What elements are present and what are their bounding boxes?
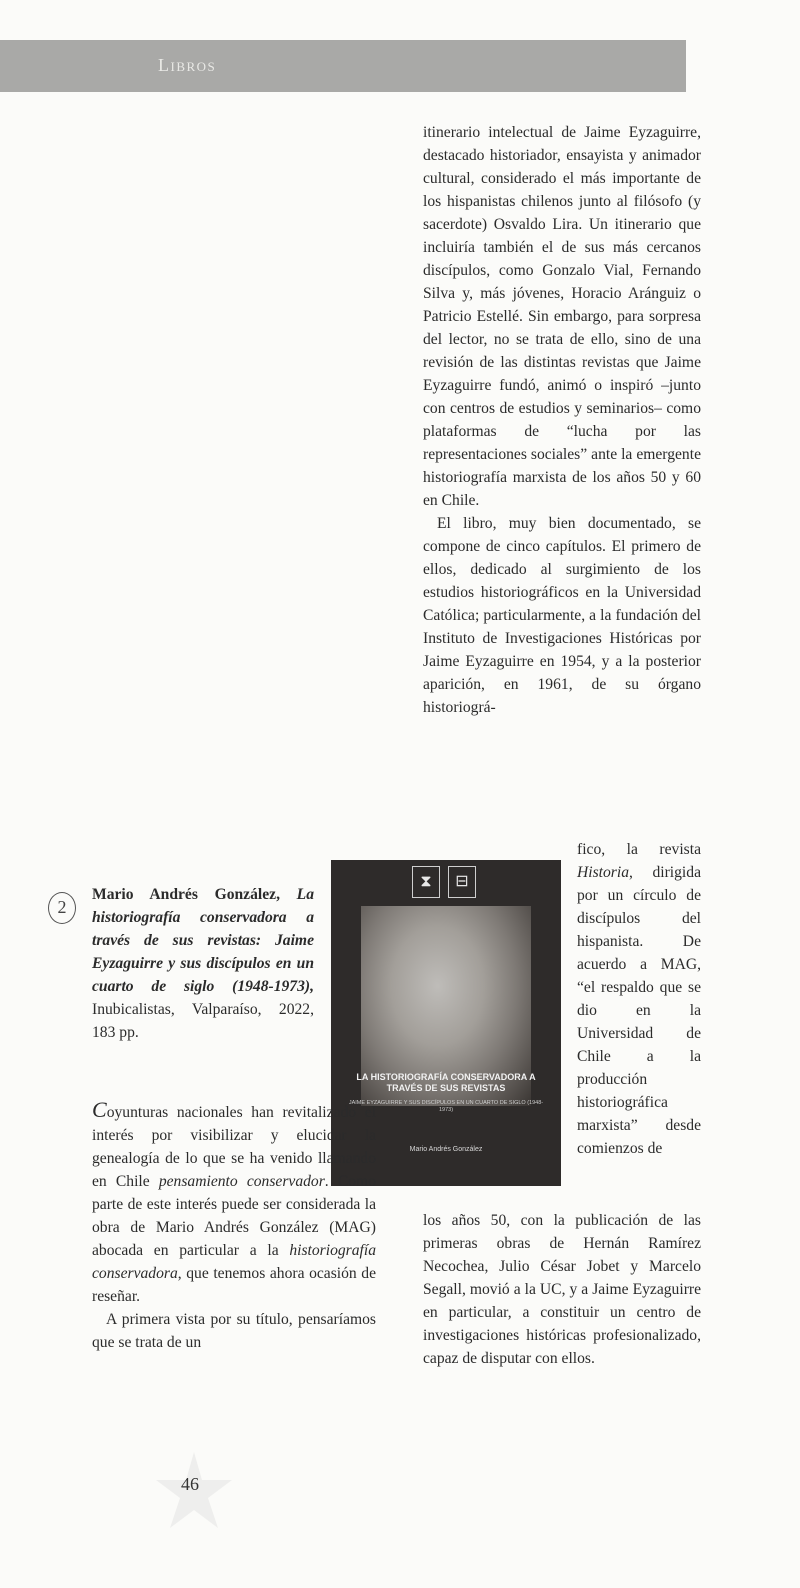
paragraph: itinerario intelectual de Jaime Eyzaguirre, destacado historiador, ensayista y animador cultural, considerado el más importante de los hispanistas chilenos junto al filósofo (y sacerdote) Osvaldo Lira. Un itinerario que incluiría también el de sus más cercanos discípulos, como Gonzalo Vial, Fernando Silva y, más jóvenes, Horacio Aránguiz o Patricio Estellé. Sin embargo, para sorpresa del lector, no se trata de ello, sino de una revisión de las distintas revistas que Jaime Eyzaguirre fundó, animó o inspiró –junto con centros de estudios y seminarios– como plataformas de “lucha por las representaciones sociales” ante la emergente historiografía marxista de los años 50 y 60 en Chile. (423, 124, 701, 509)
hourglass-icon: ⧗ (412, 866, 440, 898)
text-run: , dirigida por un círculo de discípulos del hispanista. De acuerdo a MAG, “el respaldo que se dio en la Universidad de Chile a la producción historiográfica marxista” desde comienzos de (577, 864, 701, 1157)
text-run: fico, la revista (577, 841, 701, 858)
text-run: . Como parte de este interés puede ser considerada la obra de Mario Andrés González (MAG) abocada en particular a la (92, 1173, 376, 1259)
paragraph-wrap (577, 838, 701, 1160)
reference-title: La historiografía conservadora a través de sus revistas: Jaime Eyzaguirre y sus discípulos en un cuarto de siglo (1948-1973), (92, 886, 314, 995)
margin-annotation-mark: 2 (48, 892, 76, 924)
book-reference (92, 883, 314, 1044)
cover-subtitle: JAIME EYZAGUIRRE Y SUS DISCÍPULOS EN UN CUARTO DE SIGLO (1948-1973) (348, 1100, 544, 1113)
section-label: Libros (158, 55, 217, 75)
cover-author: Mario Andrés González (409, 1146, 483, 1153)
text-run: historiografía conservadora (92, 1242, 376, 1282)
drop-cap: C (92, 1097, 107, 1122)
cover-title: LA HISTORIOGRAFÍA CONSERVADORA A TRAVÉS DE SUS REVISTAS (356, 1072, 536, 1093)
paragraph: El libro, muy bien documentado, se compone de cinco capítulos. El primero de ellos, dedicado al surgimiento de los estudios historiográficos en la Universidad Católica; particularmente, a la fundación del Instituto de Investigaciones Históricas por Jaime Eyzaguirre en 1954, y a la posterior aparición, en 1961, de su órgano historiográ- (423, 515, 701, 716)
paragraph: A primera vista por su título, pensaríamos que se trata de un (92, 1311, 376, 1351)
journal-name: Historia (577, 864, 629, 881)
section-header-band (0, 40, 686, 92)
reference-author: Mario Andrés González, (92, 886, 280, 903)
right-column-top (423, 121, 701, 719)
text-run: oyunturas nacionales han revitalizado el interés por visibilizar y elucidar la genealogía de lo que se ha venido llamando en Chile (92, 1104, 376, 1190)
left-column (92, 1098, 376, 1354)
paragraph: los años 50, con la publicación de las primeras obras de Hernán Ramírez Necochea, Julio César Jobet y Marcelo Segall, movió a la UC, y a Jaime Eyzaguirre en particular, a constituir un centro de investigaciones históricas profesionalizado, capaz de disputar con ellos. (423, 1212, 701, 1367)
right-column-wrap (577, 838, 701, 1160)
cover-logo (409, 866, 479, 902)
reference-publication: Inubicalistas, Valparaíso, 2022, 183 pp. (92, 1001, 314, 1041)
right-column-bottom (423, 1209, 701, 1370)
lantern-icon: ⊟ (448, 866, 476, 898)
page-number: 46 (181, 1474, 199, 1494)
text-run: pensamiento conservador (158, 1173, 325, 1190)
paragraph (92, 1098, 376, 1308)
text-run: , que tenemos ahora ocasión de reseñar. (92, 1265, 376, 1305)
